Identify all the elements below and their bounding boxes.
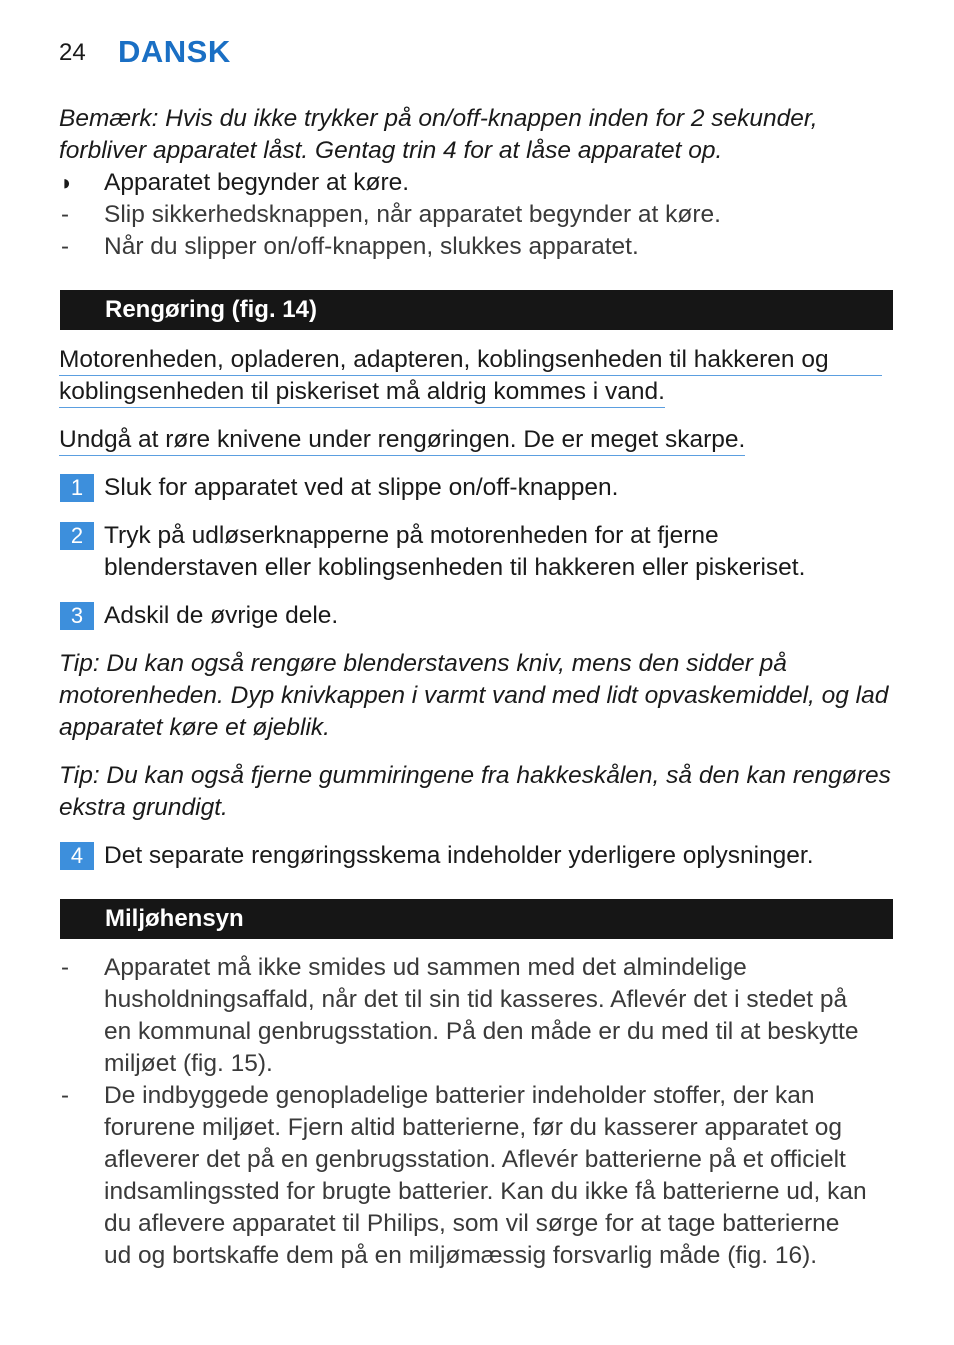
env-text: du aflevere apparatet til Philips, som vil sørge for at tage batterierne <box>104 1210 840 1237</box>
env-text: afleverer det på en genbrugsstation. Aflevér batterierne på et officielt <box>104 1146 846 1173</box>
bullet-item: Slip sikkerhedsknappen, når apparatet begynder at køre. <box>104 201 721 228</box>
tip-line: motorenheden. Dyp knivkappen i varmt vand med lidt opvaskemiddel, og lad <box>59 682 889 709</box>
note-line-2: forbliver apparatet låst. Gentag trin 4 for at låse apparatet op. <box>59 137 723 164</box>
env-text: Apparatet må ikke smides ud sammen med det almindelige <box>104 954 747 981</box>
caution-text <box>59 424 745 456</box>
caution-line: Undgå at røre knivene under rengøringen. De er meget skarpe. <box>59 425 745 456</box>
tip-line: ekstra grundigt. <box>59 794 228 821</box>
step-number: 1 <box>60 474 94 502</box>
step-text: Adskil de øvrige dele. <box>104 602 339 629</box>
tip-line: Tip: Du kan også fjerne gummiringene fra hakkeskålen, så den kan rengøres <box>59 762 891 789</box>
note-line-1: Bemærk: Hvis du ikke trykker på on/off-knappen inden for 2 sekunder, <box>59 105 818 132</box>
env-text: en kommunal genbrugsstation. På den måde er du med til at beskytte <box>104 1018 859 1045</box>
section-header-cleaning <box>60 290 893 330</box>
warning-line-2: koblingsenheden til piskeriset må aldrig kommes i vand. <box>59 377 665 408</box>
warning-text <box>59 344 882 376</box>
page-number: 24 <box>59 39 86 66</box>
section-title: Miljøhensyn <box>105 905 244 932</box>
dash-bullet: - <box>61 1082 69 1109</box>
step-text: blenderstaven eller koblingsenheden til hakkeren eller piskeriset. <box>104 554 806 581</box>
section-title: Rengøring (fig. 14) <box>105 296 317 323</box>
tip-line: apparatet køre et øjeblik. <box>59 714 330 741</box>
env-text: ud og bortskaffe dem på en miljømæssig forsvarlig måde (fig. 16). <box>104 1242 818 1269</box>
step-text: Sluk for apparatet ved at slippe on/off-knappen. <box>104 474 619 501</box>
language-heading: DANSK <box>118 34 231 69</box>
dash-bullet: - <box>61 233 69 260</box>
step-number: 2 <box>60 522 94 550</box>
warning-line-1: Motorenheden, opladeren, adapteren, koblingsenheden til hakkeren og <box>59 345 882 376</box>
bullet-item: Når du slipper on/off-knappen, slukkes apparatet. <box>104 233 639 260</box>
env-text: miljøet (fig. 15). <box>104 1050 273 1077</box>
env-text: De indbyggede genopladelige batterier indeholder stoffer, der kan <box>104 1082 815 1109</box>
step-text: Det separate rengøringsskema indeholder yderligere oplysninger. <box>104 842 814 869</box>
tip-line: Tip: Du kan også rengøre blenderstavens kniv, mens den sidder på <box>59 650 787 677</box>
step-text: Tryk på udløserknapperne på motorenheden for at fjerne <box>104 522 719 549</box>
dash-bullet: - <box>61 954 69 981</box>
env-text: husholdningsaffald, når det til sin tid kasseres. Aflevér det i stedet på <box>104 986 848 1013</box>
section-header-environment <box>60 899 893 939</box>
step-number: 3 <box>60 602 94 630</box>
result-text: Apparatet begynder at køre. <box>104 169 410 196</box>
env-text: indsamlingssted for brugte batterier. Kan du ikke få batterierne ud, kan <box>104 1178 867 1205</box>
result-marker-icon: ◗ <box>60 170 74 195</box>
step-number: 4 <box>60 842 94 870</box>
dash-bullet: - <box>61 201 69 228</box>
env-text: forurene miljøet. Fjern altid batterierne, før du kasserer apparatet og <box>104 1114 843 1141</box>
warning-text-2 <box>59 376 665 408</box>
